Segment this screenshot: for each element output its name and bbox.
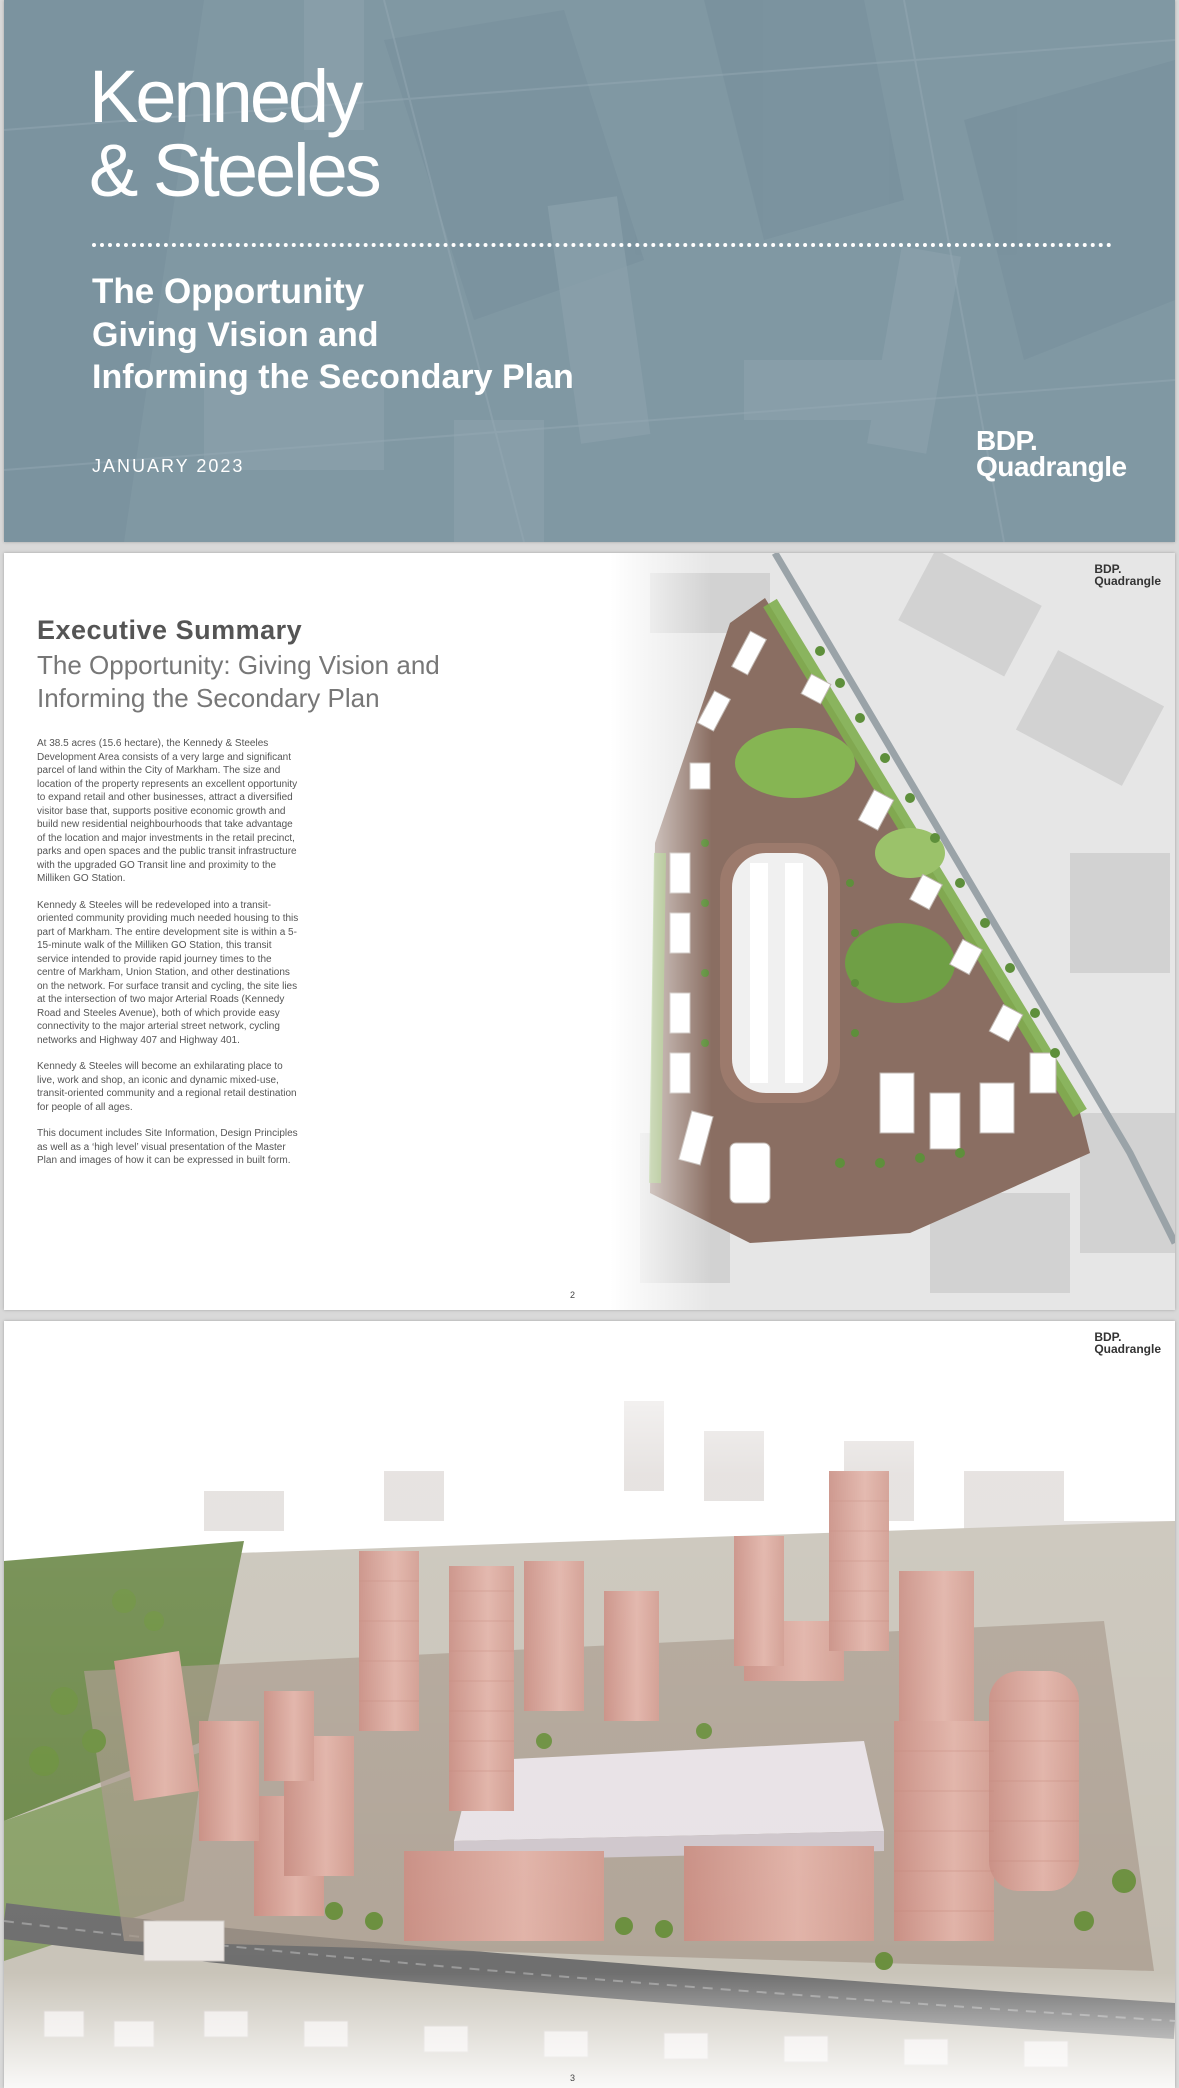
cover-subtitle-bold: The Opportunity: [92, 272, 365, 311]
subheading-line1: The Opportunity: Giving Vision and: [37, 650, 440, 680]
cover-title: [89, 55, 379, 212]
aerial-render-page: [4, 1321, 1175, 2088]
executive-summary-page: [4, 553, 1175, 1310]
executive-summary-subheading: [37, 649, 440, 715]
body-paragraph: Kennedy & Steeles will become an exhilarating place to live, work and shop, an iconic and dynamic mixed-use, transit-oriented community and a regional retail destination for people of all ages.: [37, 1061, 297, 1113]
page-number: 2: [570, 1290, 576, 1300]
bdp-quadrangle-logo: [1094, 563, 1161, 587]
body-paragraph: This document includes Site Information, Design Principles as well as a ‘high level’ visual presentation of the Master Plan and images of how it can be expressed in built form.: [37, 1128, 298, 1166]
cover-page: [4, 0, 1175, 542]
bdp-quadrangle-logo: [1094, 1331, 1161, 1355]
logo-line2: Quadrangle: [1094, 1342, 1161, 1356]
body-paragraph: At 38.5 acres (15.6 hectare), the Kennedy & Steeles Development Area consists of a very large and significant parcel of land within the City of Markham. The size and location of the property represents an excellent opportunity to expand retail and other businesses, attract a diversified visitor base that, supports positive economic growth and build new residential neighbourhoods that take advantage of the location and major investments in the retail precinct, parks and open spaces and the public transit infrastructure with the upgraded GO Transit line and proximity to the Milliken GO Station.: [37, 738, 298, 884]
logo-line1: BDP.: [1094, 562, 1122, 576]
cover-date: JANUARY 2023: [92, 456, 245, 476]
executive-summary-heading: Executive Summary: [37, 615, 303, 645]
master-plan-image: [610, 553, 1175, 1310]
logo-line1: BDP.: [976, 425, 1038, 456]
logo-line2: Quadrangle: [1094, 574, 1161, 588]
logo-line1: BDP.: [1094, 1330, 1122, 1344]
executive-summary-body: [37, 737, 302, 1181]
logo-line2: Quadrangle: [976, 451, 1127, 482]
subheading-line2: Informing the Secondary Plan: [37, 683, 380, 713]
cover-subtitle-line2: Informing the Secondary Plan: [92, 358, 574, 396]
bdp-quadrangle-logo: [976, 425, 1127, 482]
cover-title-line1: Kennedy: [89, 55, 361, 138]
cover-title-line2: & Steeles: [89, 129, 379, 212]
dotted-divider: [92, 243, 1112, 247]
cover-subtitle-line1: Giving Vision and: [92, 316, 379, 354]
body-paragraph: Kennedy & Steeles will be redeveloped into a transit-oriented community providing much needed housing to this part of Markham. The entire development site is within a 5-15-minute walk of the Milliken GO Station, this transit service intended to provide rapid journey times to the centre of Markham, Union Station, and other destinations on the network. For surface transit and cycling, the site lies at the intersection of two major Arterial Roads (Kennedy Road and Steeles Avenue), both of which provide easy connectivity to the major arterial street network, cycling networks and Highway 407 and Highway 401.: [37, 899, 299, 1046]
page-number: 3: [570, 2073, 576, 2083]
aerial-render-image: [4, 1321, 1175, 2088]
cover-subtitle: [92, 314, 574, 398]
